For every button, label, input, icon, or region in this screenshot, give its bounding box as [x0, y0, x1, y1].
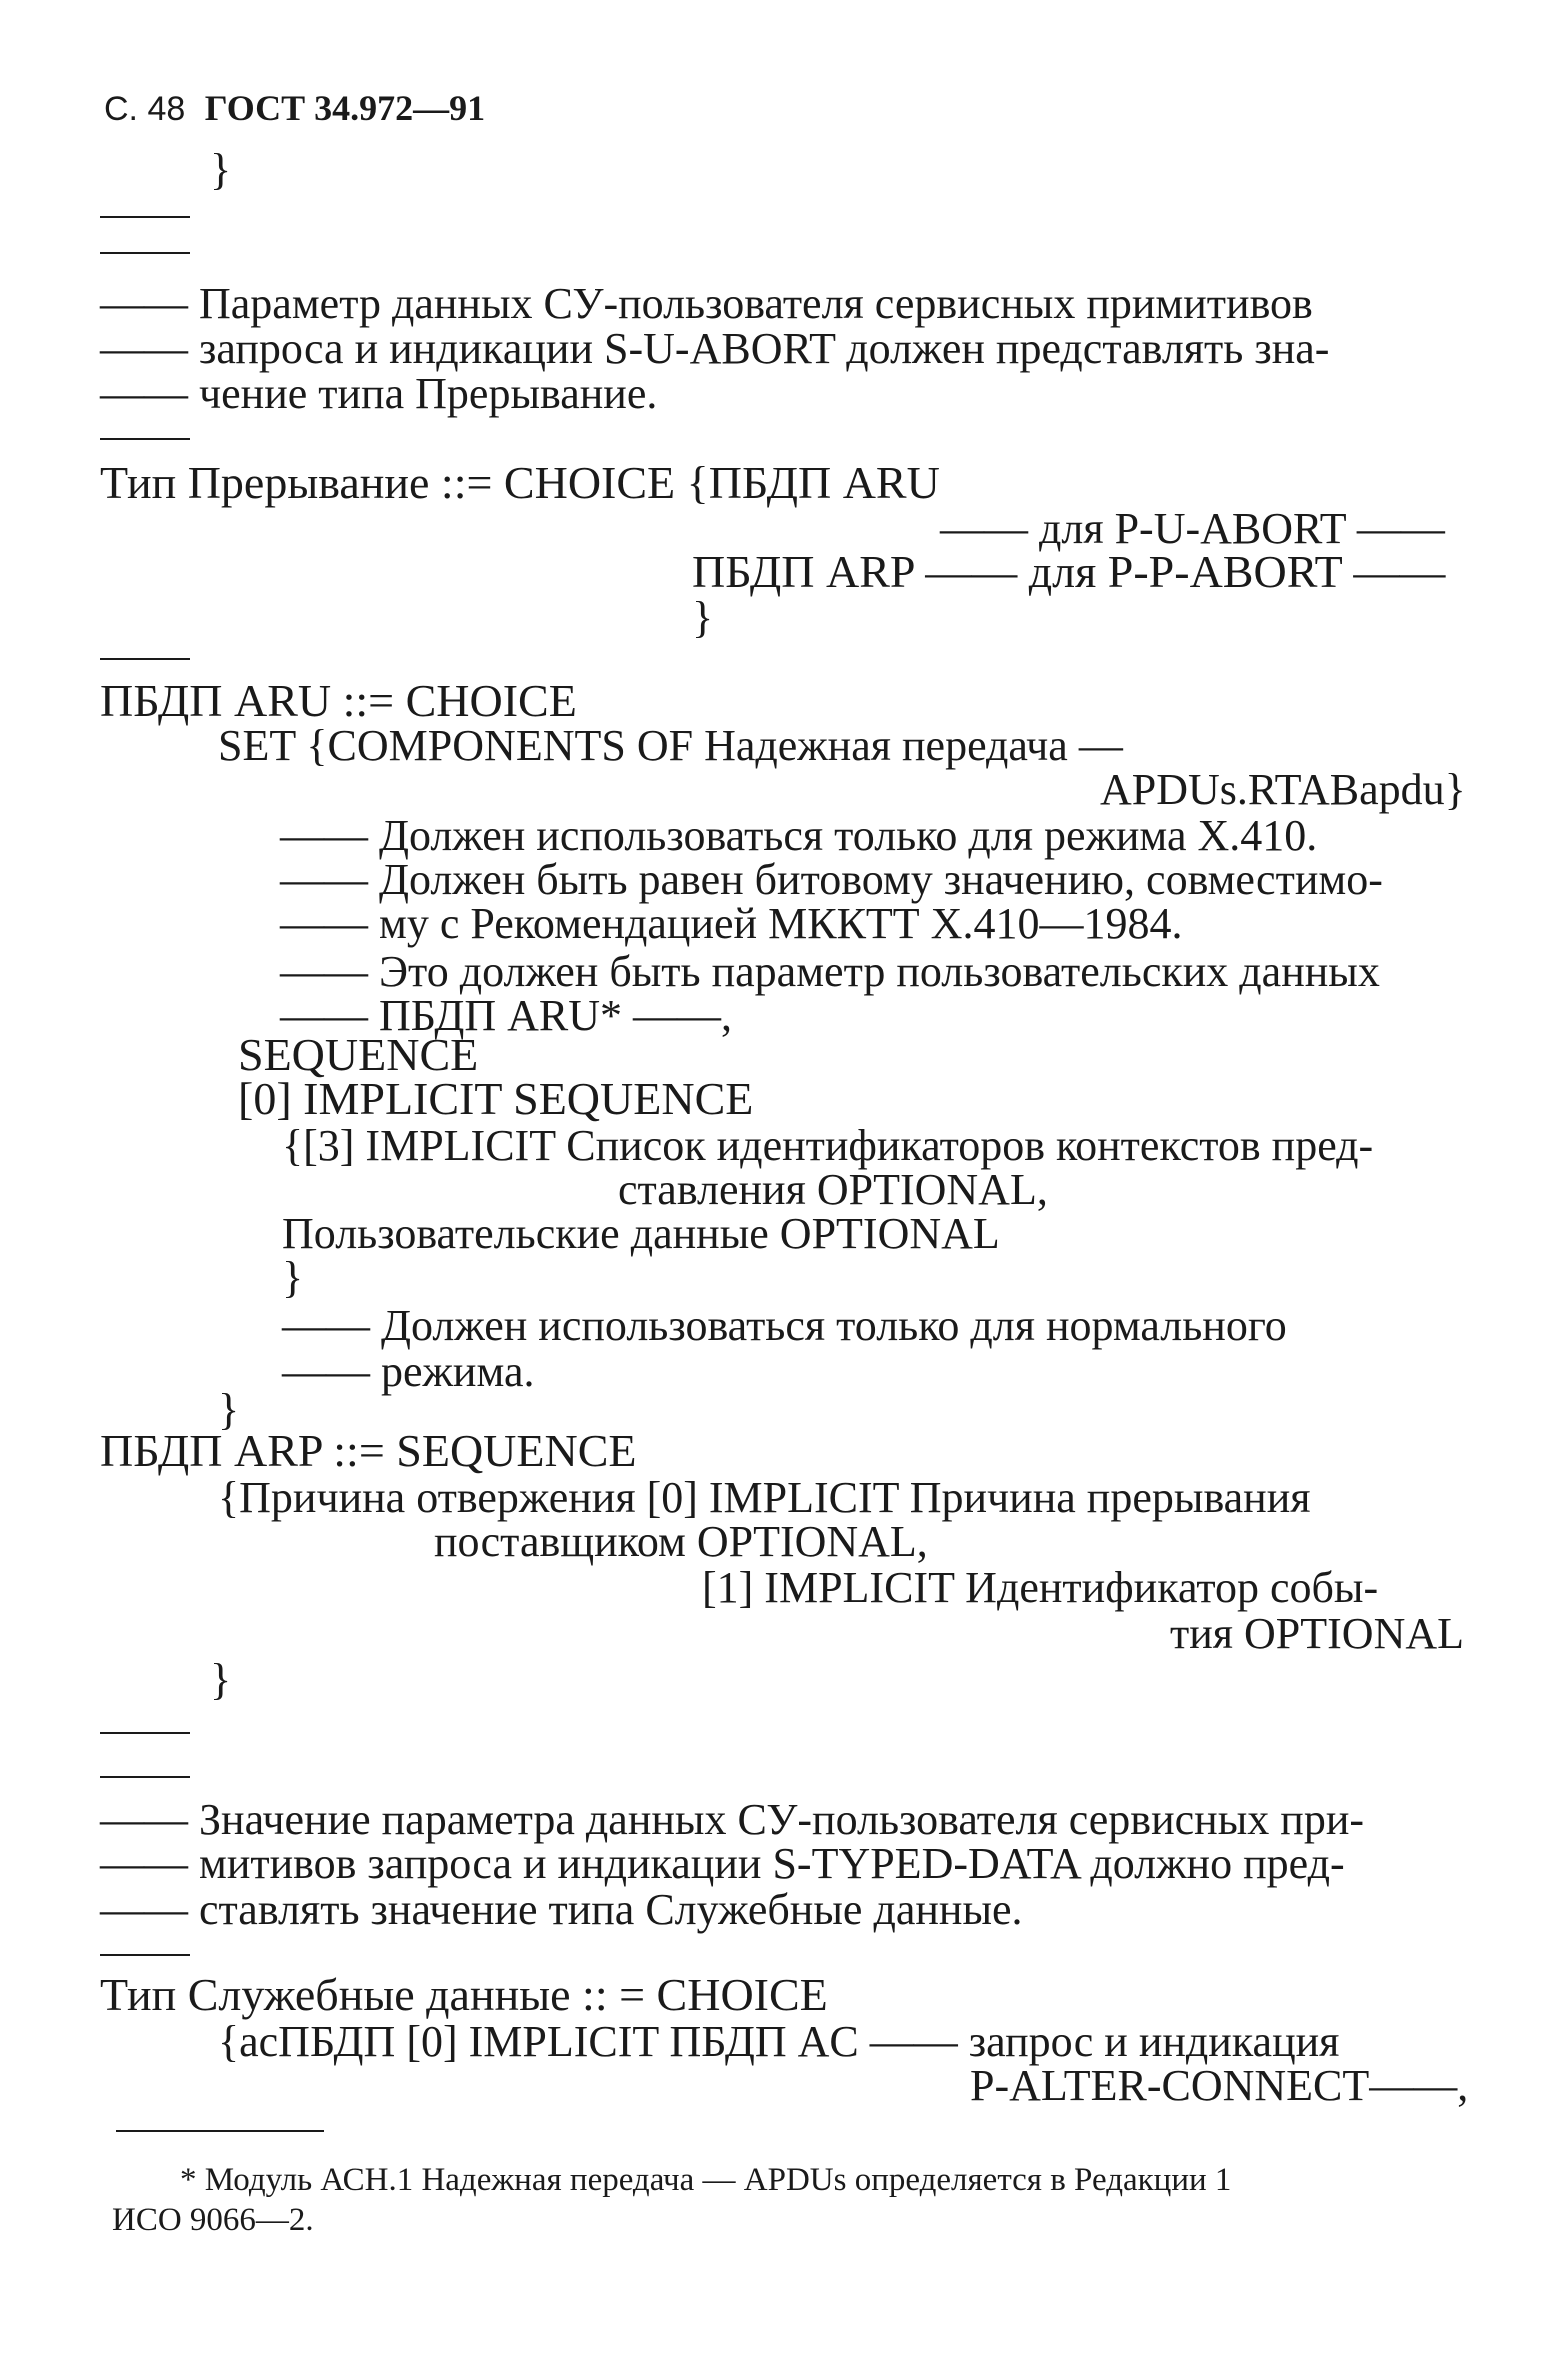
- closing-brace: }: [282, 1253, 304, 1302]
- comment-line: —— митивов запроса и индикации S-TYPED-DATA должно пред-: [100, 1839, 1345, 1888]
- code-line: [1] IMPLICIT Идентификатор собы-: [702, 1563, 1379, 1612]
- code-line: P-ALTER-CONNECT——,: [970, 2061, 1469, 2110]
- standard-number: ГОСТ 34.972—91: [204, 88, 486, 128]
- comment-line: —— Значение параметра данных СУ-пользователя сервисных при-: [100, 1795, 1365, 1844]
- code-line: {[3] IMPLICIT Список идентификаторов контекстов пред-: [282, 1121, 1374, 1170]
- comment-line: —— чение типа Прерывание.: [100, 369, 658, 418]
- comment-dash: [100, 252, 190, 254]
- footnote-line: * Модуль АСН.1 Надежная передача — APDUs определяется в Редакции 1: [180, 2162, 1232, 2198]
- code-line: APDUs.RTABapdu}: [1100, 765, 1466, 814]
- closing-brace: }: [210, 145, 232, 194]
- closing-brace: }: [218, 1385, 240, 1434]
- type-definition: Тип Служебные данные :: = CHOICE: [100, 1969, 828, 2020]
- code-line: ПБДП ARP —— для P-P-ABORT ——: [692, 546, 1446, 597]
- comment-dash: [100, 1776, 190, 1778]
- type-definition: ПБДП ARP ::= SEQUENCE: [100, 1425, 637, 1476]
- footnote-divider: [116, 2130, 324, 2132]
- code-line: {Причина отвержения [0] IMPLICIT Причина прерывания: [218, 1473, 1311, 1522]
- code-line: SET {COMPONENTS OF Надежная передача —: [218, 721, 1123, 770]
- code-line: поставщиком OPTIONAL,: [434, 1517, 928, 1566]
- comment-line: —— Параметр данных СУ-пользователя сервисных примитивов: [100, 279, 1313, 328]
- code-line: Пользовательские данные OPTIONAL: [282, 1209, 1000, 1258]
- code-line: ставления OPTIONAL,: [618, 1165, 1048, 1214]
- closing-brace: }: [692, 593, 714, 642]
- comment-line: —— запроса и индикации S-U-ABORT должен представлять зна-: [100, 324, 1330, 373]
- comment-dash: [100, 438, 190, 440]
- type-definition: ПБДП ARU ::= CHOICE: [100, 675, 577, 726]
- page-header: [104, 84, 485, 133]
- comment-line: —— режима.: [282, 1347, 535, 1396]
- comment-dash: [100, 1954, 190, 1956]
- comment-dash: [100, 216, 190, 218]
- code-line: [0] IMPLICIT SEQUENCE: [238, 1073, 754, 1124]
- page-number: С. 48: [104, 90, 186, 128]
- closing-brace: }: [210, 1655, 232, 1704]
- comment-line: —— Должен использоваться только для режима X.410.: [280, 811, 1318, 860]
- footnote-line: ИСО 9066—2.: [112, 2202, 314, 2238]
- type-definition: Тип Прерывание ::= CHOICE {ПБДП ARU: [100, 457, 940, 508]
- comment-line: —— му с Рекомендацией МККТТ X.410—1984.: [280, 899, 1183, 948]
- comment-line: —— для P-U-ABORT ——: [940, 504, 1445, 553]
- comment-line: —— Должен быть равен битовому значению, совместимо-: [280, 855, 1383, 904]
- code-line: {асПБДП [0] IMPLICIT ПБДП AC —— запрос и индикация: [218, 2017, 1340, 2066]
- code-line: SEQUENCE: [238, 1029, 479, 1080]
- comment-line: —— Это должен быть параметр пользовательских данных: [280, 947, 1380, 996]
- comment-line: —— ставлять значение типа Служебные данные.: [100, 1885, 1023, 1934]
- comment-line: —— ПБДП ARU* ——,: [280, 991, 733, 1040]
- comment-dash: [100, 1732, 190, 1734]
- comment-dash: [100, 658, 190, 660]
- code-line: тия OPTIONAL: [1170, 1609, 1464, 1658]
- comment-line: —— Должен использоваться только для нормального: [282, 1301, 1287, 1350]
